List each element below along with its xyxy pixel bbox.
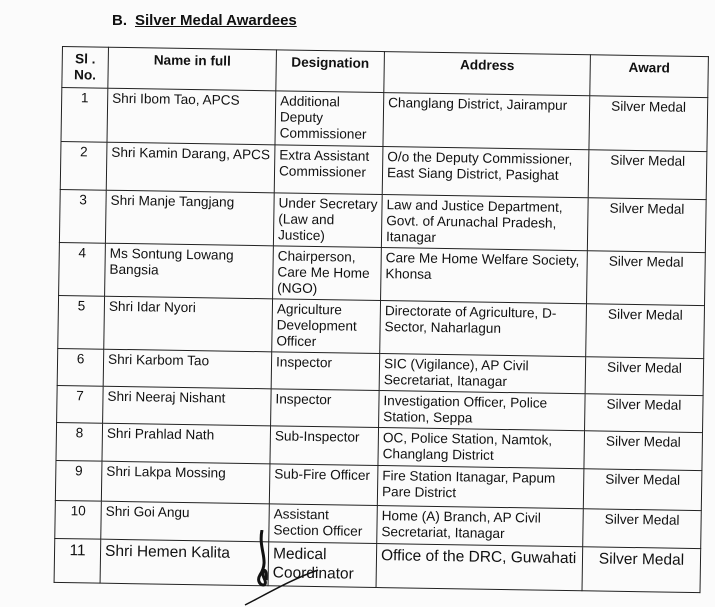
- name-cell: Shri Manje Tangjang: [105, 190, 274, 246]
- header-sl-no: Sl . No.: [62, 47, 109, 89]
- award-cell: Silver Medal: [585, 357, 704, 396]
- handwritten-signature-icon: [240, 530, 320, 607]
- table-row: [54, 538, 701, 592]
- name-cell: Shri Karbom Tao: [103, 349, 272, 389]
- table-row: [61, 88, 708, 152]
- sl-cell: 1: [61, 88, 108, 143]
- award-cell: Silver Medal: [588, 150, 707, 200]
- address-cell: Care Me Home Welfare Society, Khonsa: [381, 248, 588, 304]
- section-title: Silver Medal Awardees: [135, 12, 297, 29]
- address-cell: Fire Station Itanagar, Papum Pare District: [377, 466, 584, 509]
- name-cell: Shri Ibom Tao, APCS: [107, 88, 276, 145]
- address-cell: Changlang District, Jairampur: [383, 93, 590, 150]
- award-cell: Silver Medal: [584, 431, 703, 471]
- address-cell: SIC (Vigilance), AP Civil Secretariat, Itanagar: [379, 354, 586, 394]
- header-name: Name in full: [108, 47, 277, 91]
- award-cell: Silver Medal: [583, 469, 702, 511]
- designation-cell: Chairperson, Care Me Home (NGO): [273, 246, 382, 301]
- header-designation: Designation: [276, 50, 385, 93]
- sl-cell: 2: [60, 141, 107, 190]
- award-cell: Silver Medal: [582, 547, 701, 593]
- address-cell: O/o the Deputy Commissioner, East Siang District, Pasighat: [382, 147, 589, 198]
- name-cell: Shri Goi Angu: [101, 501, 270, 542]
- address-cell: Law and Justice Department, Govt. of Arunachal Pradesh, Itanagar: [381, 195, 588, 251]
- award-cell: Silver Medal: [587, 251, 706, 306]
- designation-cell: Medical Coordinator: [268, 542, 377, 588]
- address-cell: Office of the DRC, Guwahati: [376, 544, 583, 591]
- name-cell: Shri Lakpa Mossing: [101, 461, 270, 504]
- designation-cell: Sub-Fire Officer: [269, 464, 378, 506]
- designation-cell: Inspector: [271, 389, 380, 428]
- header-award: Award: [590, 55, 709, 98]
- section-number: B.: [112, 12, 127, 29]
- designation-cell: Assistant Section Officer: [269, 504, 378, 544]
- sl-cell: 11: [54, 538, 101, 583]
- section-heading: [112, 12, 297, 29]
- sl-cell: 7: [57, 385, 104, 423]
- name-cell: Shri Prahlad Nath: [102, 423, 271, 464]
- sl-cell: 4: [59, 242, 106, 296]
- header-address: Address: [384, 52, 591, 96]
- sl-cell: 10: [55, 500, 102, 539]
- sl-cell: 5: [58, 295, 105, 349]
- award-cell: Silver Medal: [589, 96, 708, 152]
- designation-cell: Under Secretary (Law and Justice): [273, 193, 382, 248]
- sl-cell: 9: [55, 460, 102, 501]
- sl-cell: 3: [59, 189, 106, 243]
- awardees-table: [54, 46, 709, 593]
- award-cell: Silver Medal: [587, 198, 706, 253]
- designation-cell: Sub-Inspector: [270, 426, 379, 466]
- address-cell: Home (A) Branch, AP Civil Secretariat, Itanagar: [377, 506, 584, 547]
- designation-cell: Extra Assistant Commissioner: [274, 145, 383, 195]
- name-cell: Shri Neeraj Nishant: [103, 386, 272, 426]
- name-cell: Ms Sontung Lowang Bangsia: [105, 243, 274, 299]
- designation-cell: Inspector: [271, 352, 380, 391]
- designation-cell: Additional Deputy Commissioner: [275, 91, 384, 147]
- name-cell: Shri Hemen Kalita: [100, 539, 269, 586]
- award-cell: Silver Medal: [585, 394, 704, 433]
- name-cell: Shri Idar Nyori: [104, 296, 273, 352]
- award-cell: Silver Medal: [586, 304, 705, 359]
- address-cell: Directorate of Agriculture, D-Sector, Naharlagun: [380, 301, 587, 357]
- designation-cell: Agriculture Development Officer: [272, 299, 381, 354]
- sl-cell: 8: [56, 422, 103, 461]
- address-cell: Investigation Officer, Police Station, Seppa: [379, 391, 586, 431]
- award-cell: Silver Medal: [583, 509, 702, 549]
- name-cell: Shri Kamin Darang, APCS: [106, 142, 275, 193]
- sl-cell: 6: [57, 348, 104, 386]
- address-cell: OC, Police Station, Namtok, Changlang District: [378, 428, 585, 469]
